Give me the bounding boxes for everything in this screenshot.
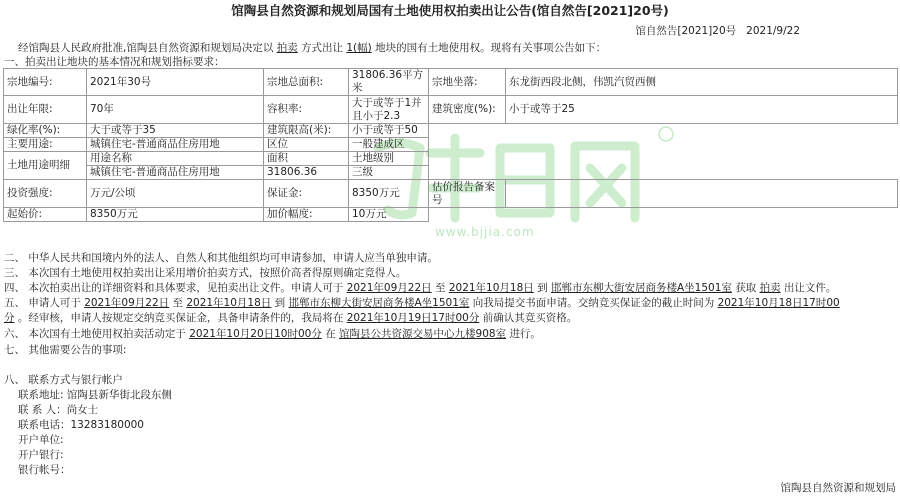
cell-label: 投资强度: xyxy=(4,180,87,208)
cell-value: 70年 xyxy=(87,96,264,124)
cell-value: 2021年30号 xyxy=(87,69,264,96)
cell-label: 宗地坐落: xyxy=(429,69,506,96)
cell-subheader: 面积 xyxy=(264,152,349,166)
cell-label: 建筑限高(米): xyxy=(264,124,349,138)
text: 五、 申请人可于 xyxy=(4,297,81,309)
text: 四、 本次拍卖出让的详细资料和具体要求，见拍卖出让文件。申请人可于 xyxy=(4,282,344,294)
date: 2021年10月18日 xyxy=(186,297,272,309)
section-2: 二、 中华人民共和国境内外的法人、自然人和其他组织均可申请参加，申请人应当单独申请。 xyxy=(4,252,438,264)
text: 。经审核，申请人按规定交纳竞买保证金，具备申请条件的，我局将在 xyxy=(17,312,344,324)
doc-number-line xyxy=(635,24,800,38)
empty-cell xyxy=(429,124,898,138)
cell-label: 起始价: xyxy=(4,208,87,222)
text: 出让文件。 xyxy=(783,282,837,294)
cell-label: 建筑密度(%): xyxy=(429,96,506,124)
cell-value: 小于或等于25 xyxy=(506,96,898,124)
intro-method: 拍卖 xyxy=(276,42,298,54)
section-6 xyxy=(4,327,541,341)
section-1-heading: 一、拍卖出让地块的基本情况和规划指标要求： xyxy=(4,56,225,68)
cell-label: 宗地总面积: xyxy=(264,69,349,96)
cell-label: 出让年限: xyxy=(4,96,87,124)
cell-label: 估价报告备案号 xyxy=(429,180,506,208)
doc-number: 馆自然告[2021]20号 xyxy=(635,25,737,37)
table-row xyxy=(4,208,898,222)
value: 尚女士 xyxy=(66,404,99,416)
place: 邯郸市东柳大街安居商务楼A坐1501室 xyxy=(550,282,732,294)
text: 至 xyxy=(434,282,446,294)
footer-signature: 馆陶县自然资源和规划局 xyxy=(780,482,896,494)
contact-phone xyxy=(18,418,144,432)
section-5-cont xyxy=(4,311,577,325)
place: 馆陶县公共资源交易中心九楼908室 xyxy=(339,328,507,340)
cell-value: 大于或等于35 xyxy=(87,124,264,138)
cell-value: 三级 xyxy=(349,166,429,180)
intro-paragraph xyxy=(18,41,606,55)
text: 前确认其竞买资格。 xyxy=(482,312,578,324)
contact-account: 银行帐号： xyxy=(18,464,71,476)
date: 2021年10月18日17时00 xyxy=(717,297,840,309)
cell-label: 区位 xyxy=(264,138,349,152)
empty-cell xyxy=(429,152,898,166)
cell-value: 小于或等于50 xyxy=(349,124,429,138)
section-5 xyxy=(4,296,840,310)
watermark-text: www.bjjia.com xyxy=(435,225,535,239)
date: 2021年09月22日 xyxy=(346,282,432,294)
cell-label: 加价幅度: xyxy=(264,208,349,222)
label: 联系地址: xyxy=(18,389,64,401)
cell-label: 土地用途明细 xyxy=(4,152,87,180)
cell-value: 万元/公顷 xyxy=(87,180,264,208)
text: 向我局提交书面申请。交纳竞买保证金的截止时间为 xyxy=(472,297,715,309)
cell-label: 容积率: xyxy=(264,96,349,124)
text: 至 xyxy=(172,297,183,309)
table-row xyxy=(4,138,898,152)
date: 2021年09月22日 xyxy=(84,297,170,309)
empty-cell xyxy=(429,166,898,180)
text: 六、 本次国有土地使用权拍卖活动定于 xyxy=(4,328,186,340)
cell-value xyxy=(506,180,898,208)
text: 进行。 xyxy=(509,328,541,340)
cell-value: 8350万元 xyxy=(349,180,429,208)
cell-value: 东龙街西段北侧，伟凯汽贸西侧 xyxy=(506,69,898,96)
contact-bank: 开户银行: xyxy=(18,449,64,461)
text: 获取 xyxy=(735,282,757,294)
cell-value: 大于或等于1并且小于2.3 xyxy=(349,96,429,124)
intro-text-3: 地块的国有土地使用权。现将有关事项公告如下： xyxy=(375,42,607,54)
contact-address xyxy=(18,388,172,402)
cell-value: 31806.36 xyxy=(264,166,349,180)
page-title: 馆陶县自然资源和规划局国有土地使用权拍卖出让公告(馆自然告[2021]20号) xyxy=(231,3,669,18)
cell-value: 8350万元 xyxy=(87,208,264,222)
value: 13283180000 xyxy=(70,419,144,431)
table-row xyxy=(4,69,898,96)
table-row xyxy=(4,152,898,166)
cell-label: 保证金: xyxy=(264,180,349,208)
text: 到 xyxy=(274,297,286,309)
place: 邯郸市东柳大街安居商务楼A坐1501室 xyxy=(288,297,470,309)
table-row xyxy=(4,180,898,208)
text: 拍卖 xyxy=(759,282,781,294)
cell-subheader: 土地级别 xyxy=(349,152,429,166)
value: 馆陶县新华街北段东侧 xyxy=(66,389,172,401)
cell-value: 城镇住宅-普通商品住房用地 xyxy=(87,138,264,152)
land-info-table xyxy=(3,68,898,222)
label: 联系电话： xyxy=(18,419,71,431)
date: 2021年10月18日 xyxy=(448,282,534,294)
doc-date: 2021/9/22 xyxy=(746,25,800,37)
date: 2021年10月20日10时00分 xyxy=(189,328,322,340)
cell-value: 10万元 xyxy=(349,208,429,222)
empty-cell xyxy=(429,138,898,152)
text: 到 xyxy=(537,282,548,294)
cell-value: 城镇住宅-普通商品住房用地 xyxy=(87,166,264,180)
date: 2021年10月19日17时00分 xyxy=(346,312,480,324)
text: 分 xyxy=(4,312,15,324)
cell-label: 宗地编号: xyxy=(4,69,87,96)
intro-text-2: 方式出让 xyxy=(301,42,344,54)
section-7: 七、 其他需要公告的事项: xyxy=(4,344,127,356)
contact-unit: 开户单位: xyxy=(18,434,64,446)
cell-value: 31806.36平方米 xyxy=(349,69,429,96)
intro-count: 1(幅) xyxy=(346,42,372,54)
cell-label: 主要用途: xyxy=(4,138,87,152)
table-row xyxy=(4,166,898,180)
label: 联 系 人： xyxy=(18,404,67,416)
cell-value: 一般建成区 xyxy=(349,138,429,152)
table-row xyxy=(4,124,898,138)
cell-subheader: 用途名称 xyxy=(87,152,264,166)
intro-text-1: 经馆陶县人民政府批准,馆陶县自然资源和规划局决定以 xyxy=(18,42,274,54)
contact-person xyxy=(18,403,98,417)
section-8-heading: 八、 联系方式与银行帐户 xyxy=(4,374,123,386)
table-row xyxy=(4,96,898,124)
text: 在 xyxy=(325,328,336,340)
cell-label: 绿化率(%): xyxy=(4,124,87,138)
empty-cell xyxy=(429,208,898,222)
section-3: 三、 本次国有土地使用权拍卖出让采用增价拍卖方式，按照价高者得原则确定竞得人。 xyxy=(4,267,407,279)
section-4 xyxy=(4,281,836,295)
